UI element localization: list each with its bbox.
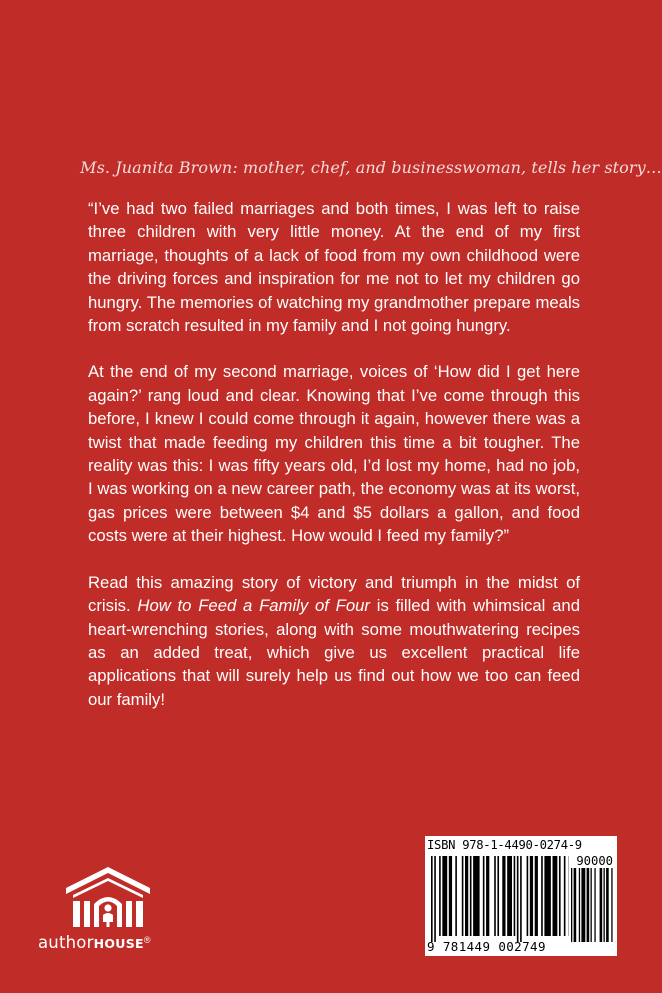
ean-digits: 9 781449 002749 — [427, 939, 546, 954]
publisher-name-author: author — [38, 933, 94, 952]
registered-mark: ® — [143, 935, 151, 945]
publisher-logo — [38, 864, 188, 964]
ean-barcode-bars — [431, 856, 569, 942]
back-cover-blurb — [88, 197, 580, 734]
isbn-barcode — [425, 836, 617, 956]
blurb-paragraph-3-rest: is filled with whimsical and heart-wrenching stories, along with some mouthwatering recipes as an added treat, which give us excellent practical life applications that will surely help us find out how we too can feed our family! — [88, 596, 580, 709]
tagline-text: Ms. Juanita Brown: mother, chef, and businesswoman, tells her story… — [80, 158, 662, 177]
tagline — [0, 158, 662, 177]
authorhouse-logo-icon — [63, 864, 153, 930]
isbn-label: ISBN 978-1-4490-0274-9 — [427, 838, 582, 852]
publisher-name-house: HOUSE — [93, 936, 144, 951]
book-title: How to Feed a Family of Four — [137, 596, 370, 616]
blurb-paragraph-3 — [88, 571, 580, 711]
blurb-paragraph-1: “I’ve had two failed marriages and both times, I was left to raise three children with very little money. At the end of my first marriage, thoughts of a lack of food from my own childhood were the driving forces and inspiration for me not to let my children go hungry. The memories of watching my grandmother prepare meals from scratch resulted in my family and I not going hungry. — [88, 199, 580, 336]
price-barcode-bars — [571, 868, 613, 942]
publisher-name — [38, 933, 188, 953]
blurb-paragraph-3-intro: Read this amazing story of victory and triumph in the midst of crisis. — [88, 572, 580, 616]
blurb-paragraph-2: At the end of my second marriage, voices of ‘How did I get here again?’ rang loud and clear. Knowing that I’ve come through this before, I knew I could come through it again, however there was a twist that made feeding my children this time a bit tougher. The reality was this: I was fifty years old, I’d lost my home, had no job, I was working on a new career path, the economy was at its worst, gas prices were between $4 and $5 dollars a gallon, and food costs were at their highest. How would I feed my family?” — [88, 362, 580, 546]
price-code: 90000 — [576, 854, 613, 868]
